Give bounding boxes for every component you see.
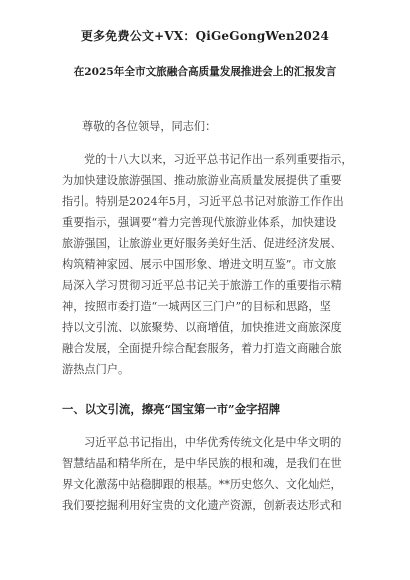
paragraph-line: 党的十八大以来，习近平总书记作出一系列重要指示， bbox=[84, 153, 353, 166]
paragraph-line: 习近平总书记指出，中华优秀传统文化是中华文明的 bbox=[84, 436, 342, 449]
paragraph-line: 我们要挖掘利用好宝贵的文化遗产资源，创新表达形式和 bbox=[62, 499, 342, 512]
section-heading: 一、以文引流，擦亮“国宝第一市”金字招牌 bbox=[62, 402, 281, 416]
paragraph-line: 游热点门户。 bbox=[62, 363, 130, 376]
paragraph-section1 bbox=[62, 432, 354, 516]
paragraph-line: 构筑精神家园、展示中国形象、增进文明互鉴”。市文旅 bbox=[62, 258, 337, 271]
paragraph-intro bbox=[62, 149, 354, 380]
paragraph-line: 持以文引流、以旅聚势、以商增值，加快推进文商旅深度 bbox=[62, 321, 342, 334]
document-title: 在2025年全市文旅融合高质量发展推进会上的汇报发言 bbox=[73, 66, 337, 78]
salutation: 尊敬的各位领导，同志们： bbox=[82, 120, 217, 133]
paragraph-line: 智慧结晶和精华所在，是中华民族的根和魂，是我们在世 bbox=[62, 457, 342, 470]
paragraph-line: 指引。特别是2024年5月，习近平总书记对旅游工作作出 bbox=[62, 195, 344, 208]
paragraph-line: 重要指示，强调要“着力完善现代旅游业体系，加快建设 bbox=[62, 216, 337, 229]
paragraph-line: 神，按照市委打造“一城两区三门户”的目标和思路，坚 bbox=[62, 300, 331, 313]
paragraph-line: 界文化激荡中站稳脚跟的根基。**历史悠久、文化灿烂， bbox=[62, 478, 342, 491]
paragraph-line: 融合发展，全面提升综合配套服务，着力打造文商融合旅 bbox=[62, 342, 342, 355]
watermark-text: 更多免费公文+VX：QiGeGongWen2024 bbox=[80, 29, 330, 43]
paragraph-line: 旅游强国，让旅游业更好服务美好生活、促进经济发展、 bbox=[62, 237, 342, 250]
paragraph-line: 为加快建设旅游强国、推动旅游业高质量发展提供了重要 bbox=[62, 174, 342, 187]
paragraph-line: 局深入学习贯彻习近平总书记关于旅游工作的重要指示精 bbox=[62, 279, 342, 292]
